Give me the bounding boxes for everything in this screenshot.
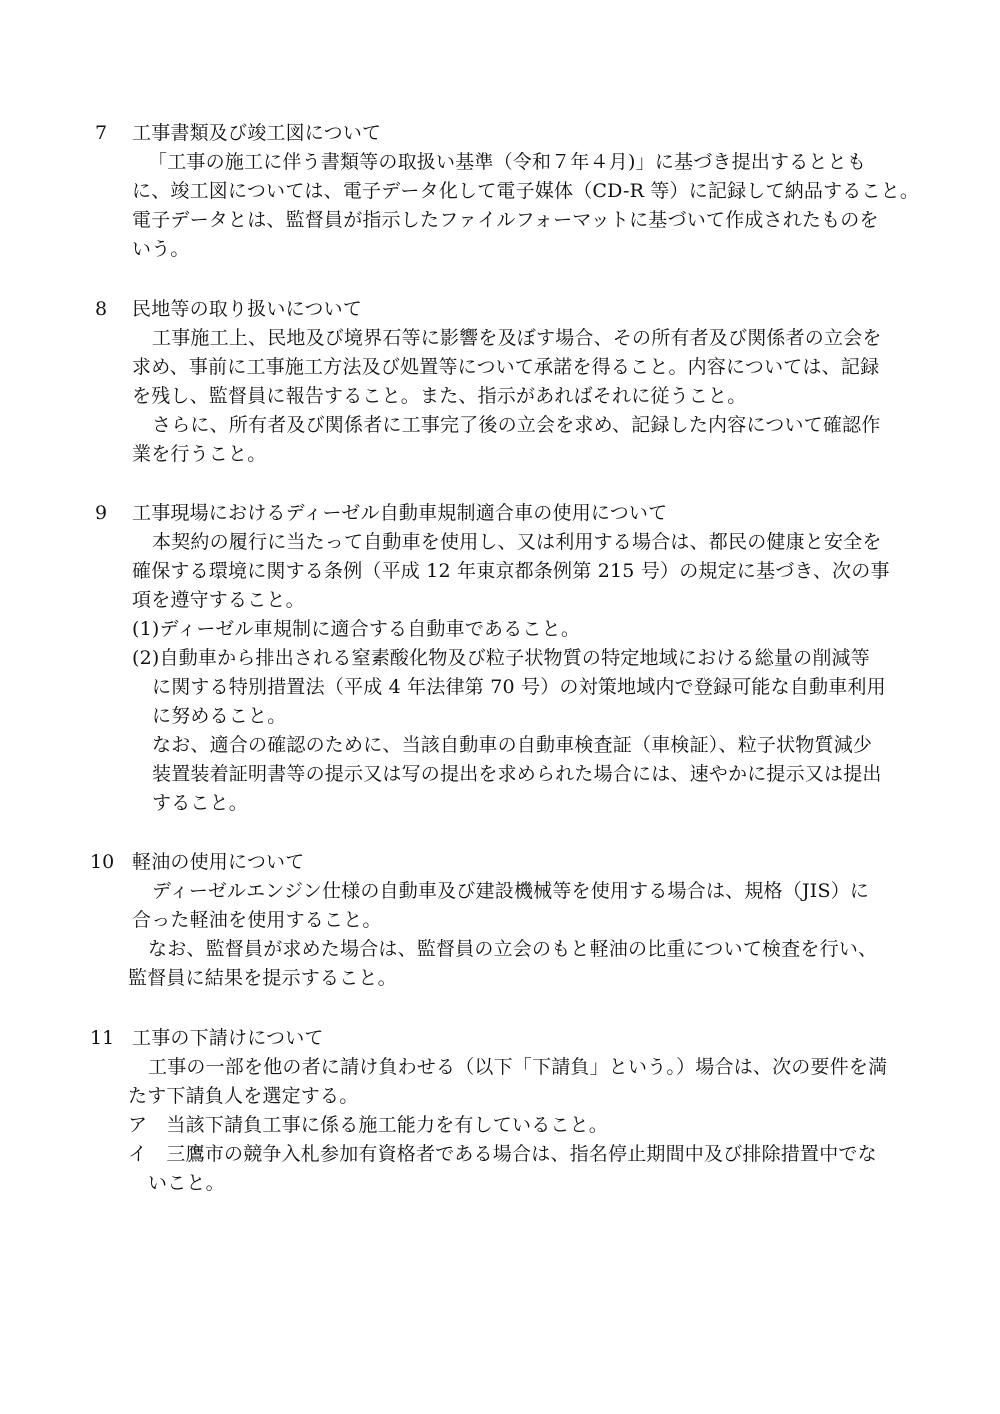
- section-heading: 工事の下請けについて: [132, 1027, 324, 1049]
- section-number: 9: [95, 502, 108, 524]
- section-heading: 軽油の使用について: [132, 851, 305, 873]
- body-line: 合った軽油を使用すること。: [132, 909, 382, 931]
- body-line: いう。: [132, 238, 190, 260]
- body-line: 確保する環境に関する条例（平成 12 年東京都条例第 215 号）の規定に基づき、次の事: [132, 560, 890, 582]
- body-line: 本契約の履行に当たって自動車を使用し、又は利用する場合は、都民の健康と安全を: [152, 531, 882, 553]
- section-heading: 民地等の取り扱いについて: [132, 298, 363, 320]
- body-line: 求め、事前に工事施工方法及び処置等について承諾を得ること。内容については、記録: [132, 356, 880, 378]
- body-line: に、竣工図については、電子データ化して電子媒体（CD-R 等）に記録して納品すること。: [132, 180, 920, 202]
- body-line: さらに、所有者及び関係者に工事完了後の立会を求め、記録した内容について確認作: [152, 414, 881, 436]
- body-line: 装置装着証明書等の提示又は写の提出を求められた場合には、速やかに提示又は提出: [152, 763, 882, 785]
- body-line: 業を行うこと。: [132, 443, 267, 465]
- body-line: ディーゼルエンジン仕様の自動車及び建設機械等を使用する場合は、規格（JIS）に: [152, 880, 870, 902]
- body-line: 工事施工上、民地及び境界石等に影響を及ぼす場合、その所有者及び関係者の立会を: [152, 327, 882, 349]
- section-number: 8: [95, 298, 108, 320]
- list-item: イ 三鷹市の競争入札参加有資格者である場合は、指名停止期間中及び排除措置中でな: [128, 1143, 877, 1165]
- body-line: 項を遵守すること。: [132, 589, 305, 611]
- section-heading: 工事現場におけるディーゼル自動車規制適合車の使用について: [132, 502, 668, 524]
- list-item-continuation: いこと。: [148, 1172, 225, 1194]
- section-heading: 工事書類及び竣工図について: [132, 122, 382, 144]
- body-line: 電子データとは、監督員が指示したファイルフォーマットに基づいて作成されたものを: [132, 209, 879, 231]
- section-number: 10: [90, 851, 115, 873]
- list-item: ア 当該下請負工事に係る施工能力を有していること。: [128, 1114, 609, 1136]
- body-line: なお、監督員が求めた場合は、監督員の立会のもと軽油の比重について検査を行い、: [148, 938, 878, 960]
- list-item: (2)自動車から排出される窒素酸化物及び粒子状物質の特定地域における総量の削減等: [132, 647, 870, 669]
- section-number: 11: [90, 1027, 115, 1049]
- body-line: 工事の一部を他の者に請け負わせる（以下「下請負」という。）場合は、次の要件を満: [148, 1056, 888, 1078]
- list-item-continuation: に関する特別措置法（平成 4 年法律第 70 号）の対策地域内で登録可能な自動車利用: [152, 676, 886, 698]
- body-line: 監督員に結果を提示すること。: [128, 967, 397, 989]
- body-line: を残し、監督員に報告すること。また、指示があればそれに従うこと。: [132, 385, 747, 407]
- section-number: 7: [95, 122, 108, 144]
- body-line: 「工事の施工に伴う書類等の取扱い基準（令和７年４月)」に基づき提出するととも: [148, 151, 867, 173]
- body-line: すること。: [152, 792, 249, 814]
- body-line: たす下請負人を選定する。: [128, 1085, 359, 1107]
- body-line: なお、適合の確認のために、当該自動車の自動車検査証（車検証）、粒子状物質減少: [152, 734, 873, 756]
- list-item-continuation: に努めること。: [152, 705, 287, 727]
- list-item: (1)ディーゼル車規制に適合する自動車であること。: [132, 618, 581, 640]
